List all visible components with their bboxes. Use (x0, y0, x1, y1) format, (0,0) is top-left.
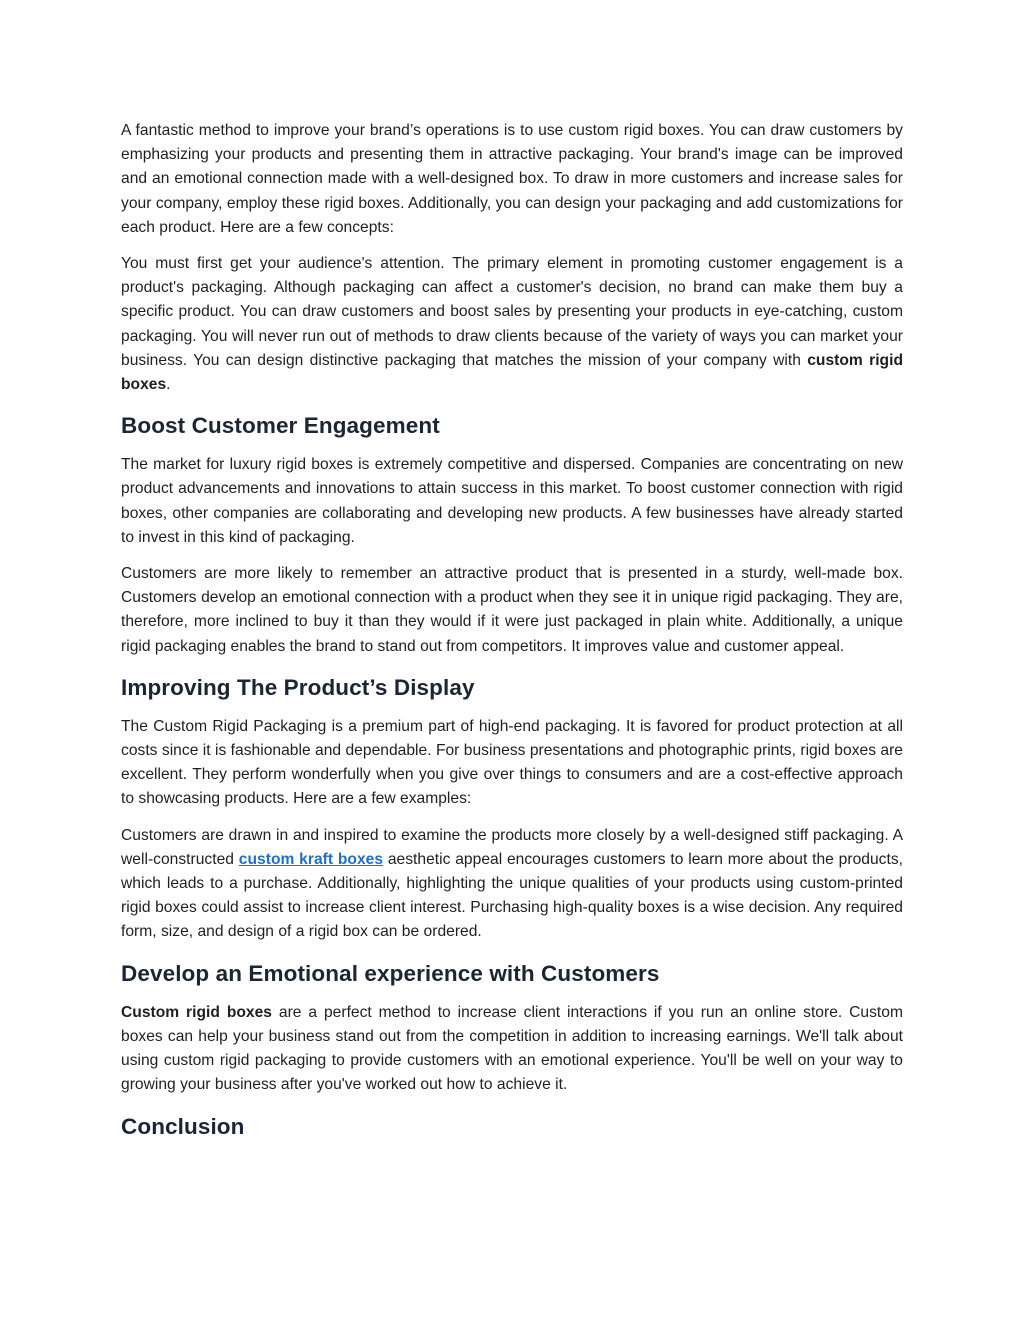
display-paragraph-2 (121, 824, 903, 945)
custom-rigid-boxes-bold-2: Custom rigid boxes (121, 1003, 272, 1021)
heading-improving-product-display: Improving The Product’s Display (121, 674, 475, 700)
engagement-paragraph-2: Customers are more likely to remember an attractive product that is presented in a sturdy, well-made box. Customers develop an emotional connection with a product when they see it in unique rigid packaging. They are, therefore, more inclined to buy it than they would if it were just packaged in plain white. Additionally, a unique rigid packaging enables the brand to stand out from competitors. It improves value and customer appeal. (121, 565, 903, 655)
intro-paragraph-2 (121, 252, 903, 397)
heading-boost-customer-engagement: Boost Customer Engagement (121, 413, 440, 439)
emotional-paragraph-1 (121, 1001, 903, 1098)
heading-conclusion: Conclusion (121, 1113, 245, 1139)
display-paragraph-2-start: Customers are drawn in and inspired to examine the products more closely by a well-designed stiff packaging. A well-constructed (121, 826, 903, 868)
engagement-paragraph-1: The market for luxury rigid boxes is extremely competitive and dispersed. Companies are concentrating on new product advancements and innovations to attain success in this market. To boost customer connection with rigid boxes, other companies are collaborating and developing new products. A few businesses have already started to invest in this kind of packaging. (121, 456, 903, 546)
heading-emotional-experience: Develop an Emotional experience with Customers (121, 960, 660, 986)
emotional-paragraph-1-rest: are a perfect method to increase client interactions if you run an online store. Custom boxes can help your business stand out from the competition in addition to increasing earnings. We'll talk about using custom rigid packaging to provide customers with an emotional experience. You'll be well on your way to growing your business after you've worked out how to achieve it. (121, 1003, 903, 1094)
intro-paragraph-1: A fantastic method to improve your brand’s operations is to use custom rigid boxes. You can draw customers by emphasizing your products and presenting them in attractive packaging. Your brand's image can be improved and an emotional connection made with a well-designed box. To draw in more customers and increase sales for your company, employ these rigid boxes. Additionally, you can design your packaging and add customizations for each product. Here are a few concepts: (121, 122, 903, 236)
custom-kraft-boxes-link[interactable]: custom kraft boxes (238, 850, 384, 868)
intro-paragraph-2-end: . (166, 376, 171, 394)
document-page (121, 119, 903, 1154)
intro-paragraph-2-text: You must first get your audience's attention. The primary element in promoting customer engagement is a product's packaging. Although packaging can affect a customer's decision, no brand can make them buy a specific product. You can draw customers and boost sales by presenting your products in eye-catching, custom packaging. You will never run out of methods to draw clients because of the variety of ways you can market your business. You can design distinctive packaging that matches the mission of your company with (121, 255, 903, 369)
custom-rigid-boxes-bold: custom rigid boxes (121, 351, 903, 394)
display-paragraph-2-end: aesthetic appeal encourages customers to learn more about the products, which leads to a purchase. Additionally, highlighting the unique qualities of your products using custom-printed rigid boxes could assist to increase client interest. Purchasing high-quality boxes is a wise decision. Any required form, size, and design of a rigid box can be ordered. (121, 850, 903, 941)
display-paragraph-1: The Custom Rigid Packaging is a premium part of high-end packaging. It is favored for product protection at all costs since it is fashionable and dependable. For business presentations and photographic prints, rigid boxes are excellent. They perform wonderfully when you give over things to consumers and are a cost-effective approach to showcasing products. Here are a few examples: (121, 717, 903, 808)
